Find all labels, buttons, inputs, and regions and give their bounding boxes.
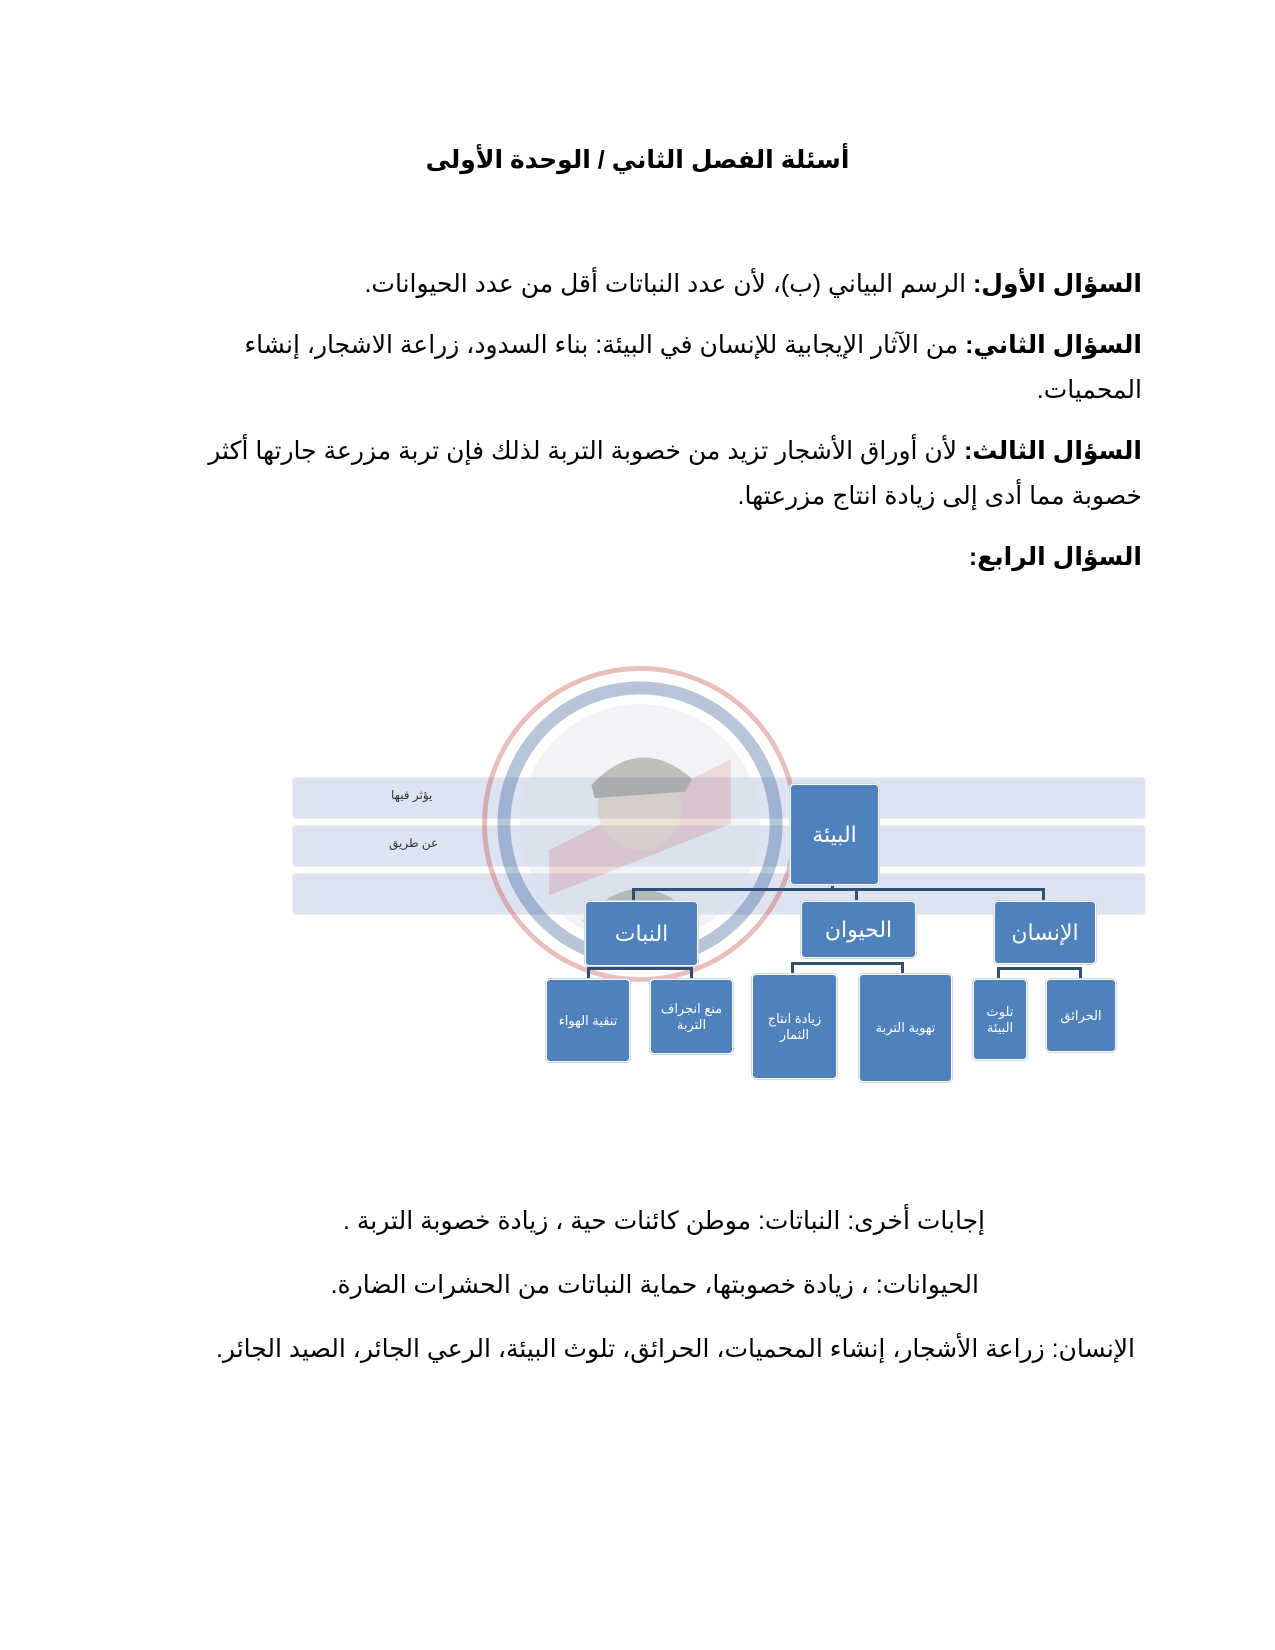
band-label-through: عن طريق: [389, 836, 439, 850]
question-1: [142, 262, 1142, 307]
question-3-label: السؤال الثالث:: [963, 437, 1142, 465]
node-environment: البيئة: [790, 784, 879, 885]
connector: [901, 962, 904, 974]
page-title: أسئلة الفصل الثاني / الوحدة الأولى: [425, 146, 850, 174]
connector: [791, 962, 904, 965]
other-answers-human: الإنسان: زراعة الأشجار، إنشاء المحميات، الحرائق، تلوث البيئة، الرعي الجائر، الصيد الجائر.: [215, 1335, 1135, 1363]
question-2-answer: من الآثار الإيجابية للإنسان في البيئة: بناء السدود، زراعة الاشجار، إنشاء المحميات.: [244, 331, 1142, 404]
question-4: [142, 535, 1142, 580]
band-label-affects: يؤثر فيها: [391, 788, 433, 802]
node-animal: الحيوان: [801, 901, 916, 958]
leaf-fruit-yield: زيادة انتاج الثمار: [752, 974, 837, 1079]
other-answers-plants: إجابات أخرى: النباتات: موطن كائنات حية ، زيادة خصوبة التربة .: [343, 1207, 985, 1235]
connector: [632, 888, 635, 901]
node-human: الإنسان: [994, 901, 1096, 964]
connector: [997, 967, 1082, 970]
question-3-answer: لأن أوراق الأشجار تزيد من خصوبة التربة لذلك فإن تربة مزرعة جارتها أكثر خصوبة مما أدى إلى زيادة انتاج مزرعتها.: [208, 437, 1142, 510]
question-4-label: السؤال الرابع:: [968, 543, 1142, 571]
other-answers-animals: الحيوانات: ، زيادة خصوبتها، حماية النباتات من الحشرات الضارة.: [330, 1271, 979, 1299]
connector: [791, 962, 794, 974]
node-plant: النبات: [585, 901, 698, 966]
question-2-label: السؤال الثاني:: [965, 331, 1142, 359]
leaf-fires: الحرائق: [1046, 979, 1116, 1052]
connector: [997, 967, 1000, 979]
question-2: [142, 323, 1142, 413]
connector: [690, 967, 693, 979]
question-1-label: السؤال الأول:: [972, 270, 1142, 298]
leaf-pollution: تلوث البيئة: [973, 979, 1027, 1060]
connector: [1042, 888, 1045, 901]
connector: [632, 888, 1044, 891]
leaf-air-purification: تنقية الهواء: [546, 979, 630, 1062]
connector: [1079, 967, 1082, 979]
leaf-prevent-erosion: منع انجراف التربة: [650, 979, 733, 1054]
connector: [855, 888, 858, 901]
question-1-answer: الرسم البياني (ب)، لأن عدد النباتات أقل من عدد الحيوانات.: [364, 270, 973, 298]
leaf-soil-aeration: تهوية التربة: [859, 974, 952, 1082]
connector: [587, 967, 693, 970]
connector: [587, 967, 590, 979]
question-3: [142, 429, 1142, 519]
